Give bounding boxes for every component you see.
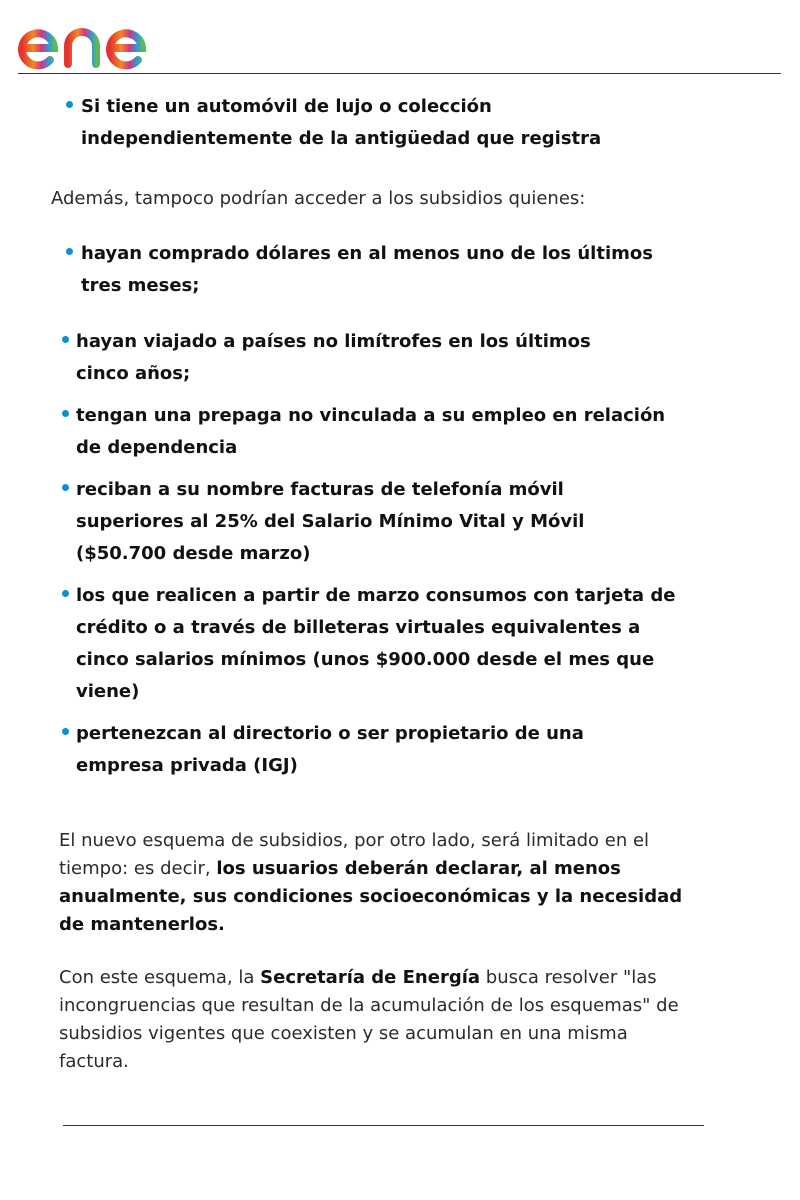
header-divider [18,73,781,74]
footer-divider [63,1125,704,1126]
list-item-text: los que realicen a partir de marzo consumos con tarjeta de crédito o a través de billeteras virtuales equivalentes a cinco salarios mínimos (unos $900.000 desde el mes que viene) [76,585,676,702]
list-item [76,580,676,708]
list-item [81,91,641,155]
paragraph [59,964,699,1076]
paragraph-bold-text: Secretaría de Energía [260,967,481,988]
list-item-text: tengan una prepaga no vinculada a su empleo en relación de dependencia [76,405,666,458]
site-header [0,0,800,76]
bullet-dot-icon [62,410,69,417]
paragraph-text: El nuevo esquema de subsidios, por otro lado, será limitado en el tiempo: es decir, [59,830,650,879]
list-item [76,326,646,390]
list-item [81,238,691,302]
list-item [76,474,676,570]
bullet-dot-icon [62,484,69,491]
paragraph-text: busca resolver "las incongruencias que resultan de la acumulación de los esquemas" de subsidios vigentes que coexisten y se acumulan en una misma factura. [59,967,679,1072]
paragraph-text: Con este esquema, la [59,967,261,988]
list-item-text: hayan comprado dólares en al menos uno de los últimos tres meses; [81,243,653,296]
bullet-dot-icon [62,728,69,735]
list-item-text: hayan viajado a países no limítrofes en los últimos cinco años; [76,331,591,384]
intro-text: Además, tampoco podrían acceder a los subsidios quienes: [51,188,586,209]
list-item [76,400,696,464]
list-item-text: pertenezcan al directorio o ser propietario de una empresa privada (IGJ) [76,723,584,776]
paragraph [59,827,689,939]
list-item-text: reciban a su nombre facturas de telefonía móvil superiores al 25% del Salario Mínimo Vital y Móvil ($50.700 desde marzo) [76,479,585,564]
bullet-dot-icon [66,101,73,108]
bullet-dot-icon [62,590,69,597]
bullet-dot-icon [66,248,73,255]
enel-logo[interactable] [16,8,181,70]
bullet-dot-icon [62,336,69,343]
paragraph-bold-text: los usuarios deberán declarar, al menos anualmente, sus condiciones socioeconómicas y la necesidad de mantenerlos. [59,858,683,935]
list-item-text: Si tiene un automóvil de lujo o colección independientemente de la antigüedad que registra [81,96,602,149]
list-item [76,718,676,782]
